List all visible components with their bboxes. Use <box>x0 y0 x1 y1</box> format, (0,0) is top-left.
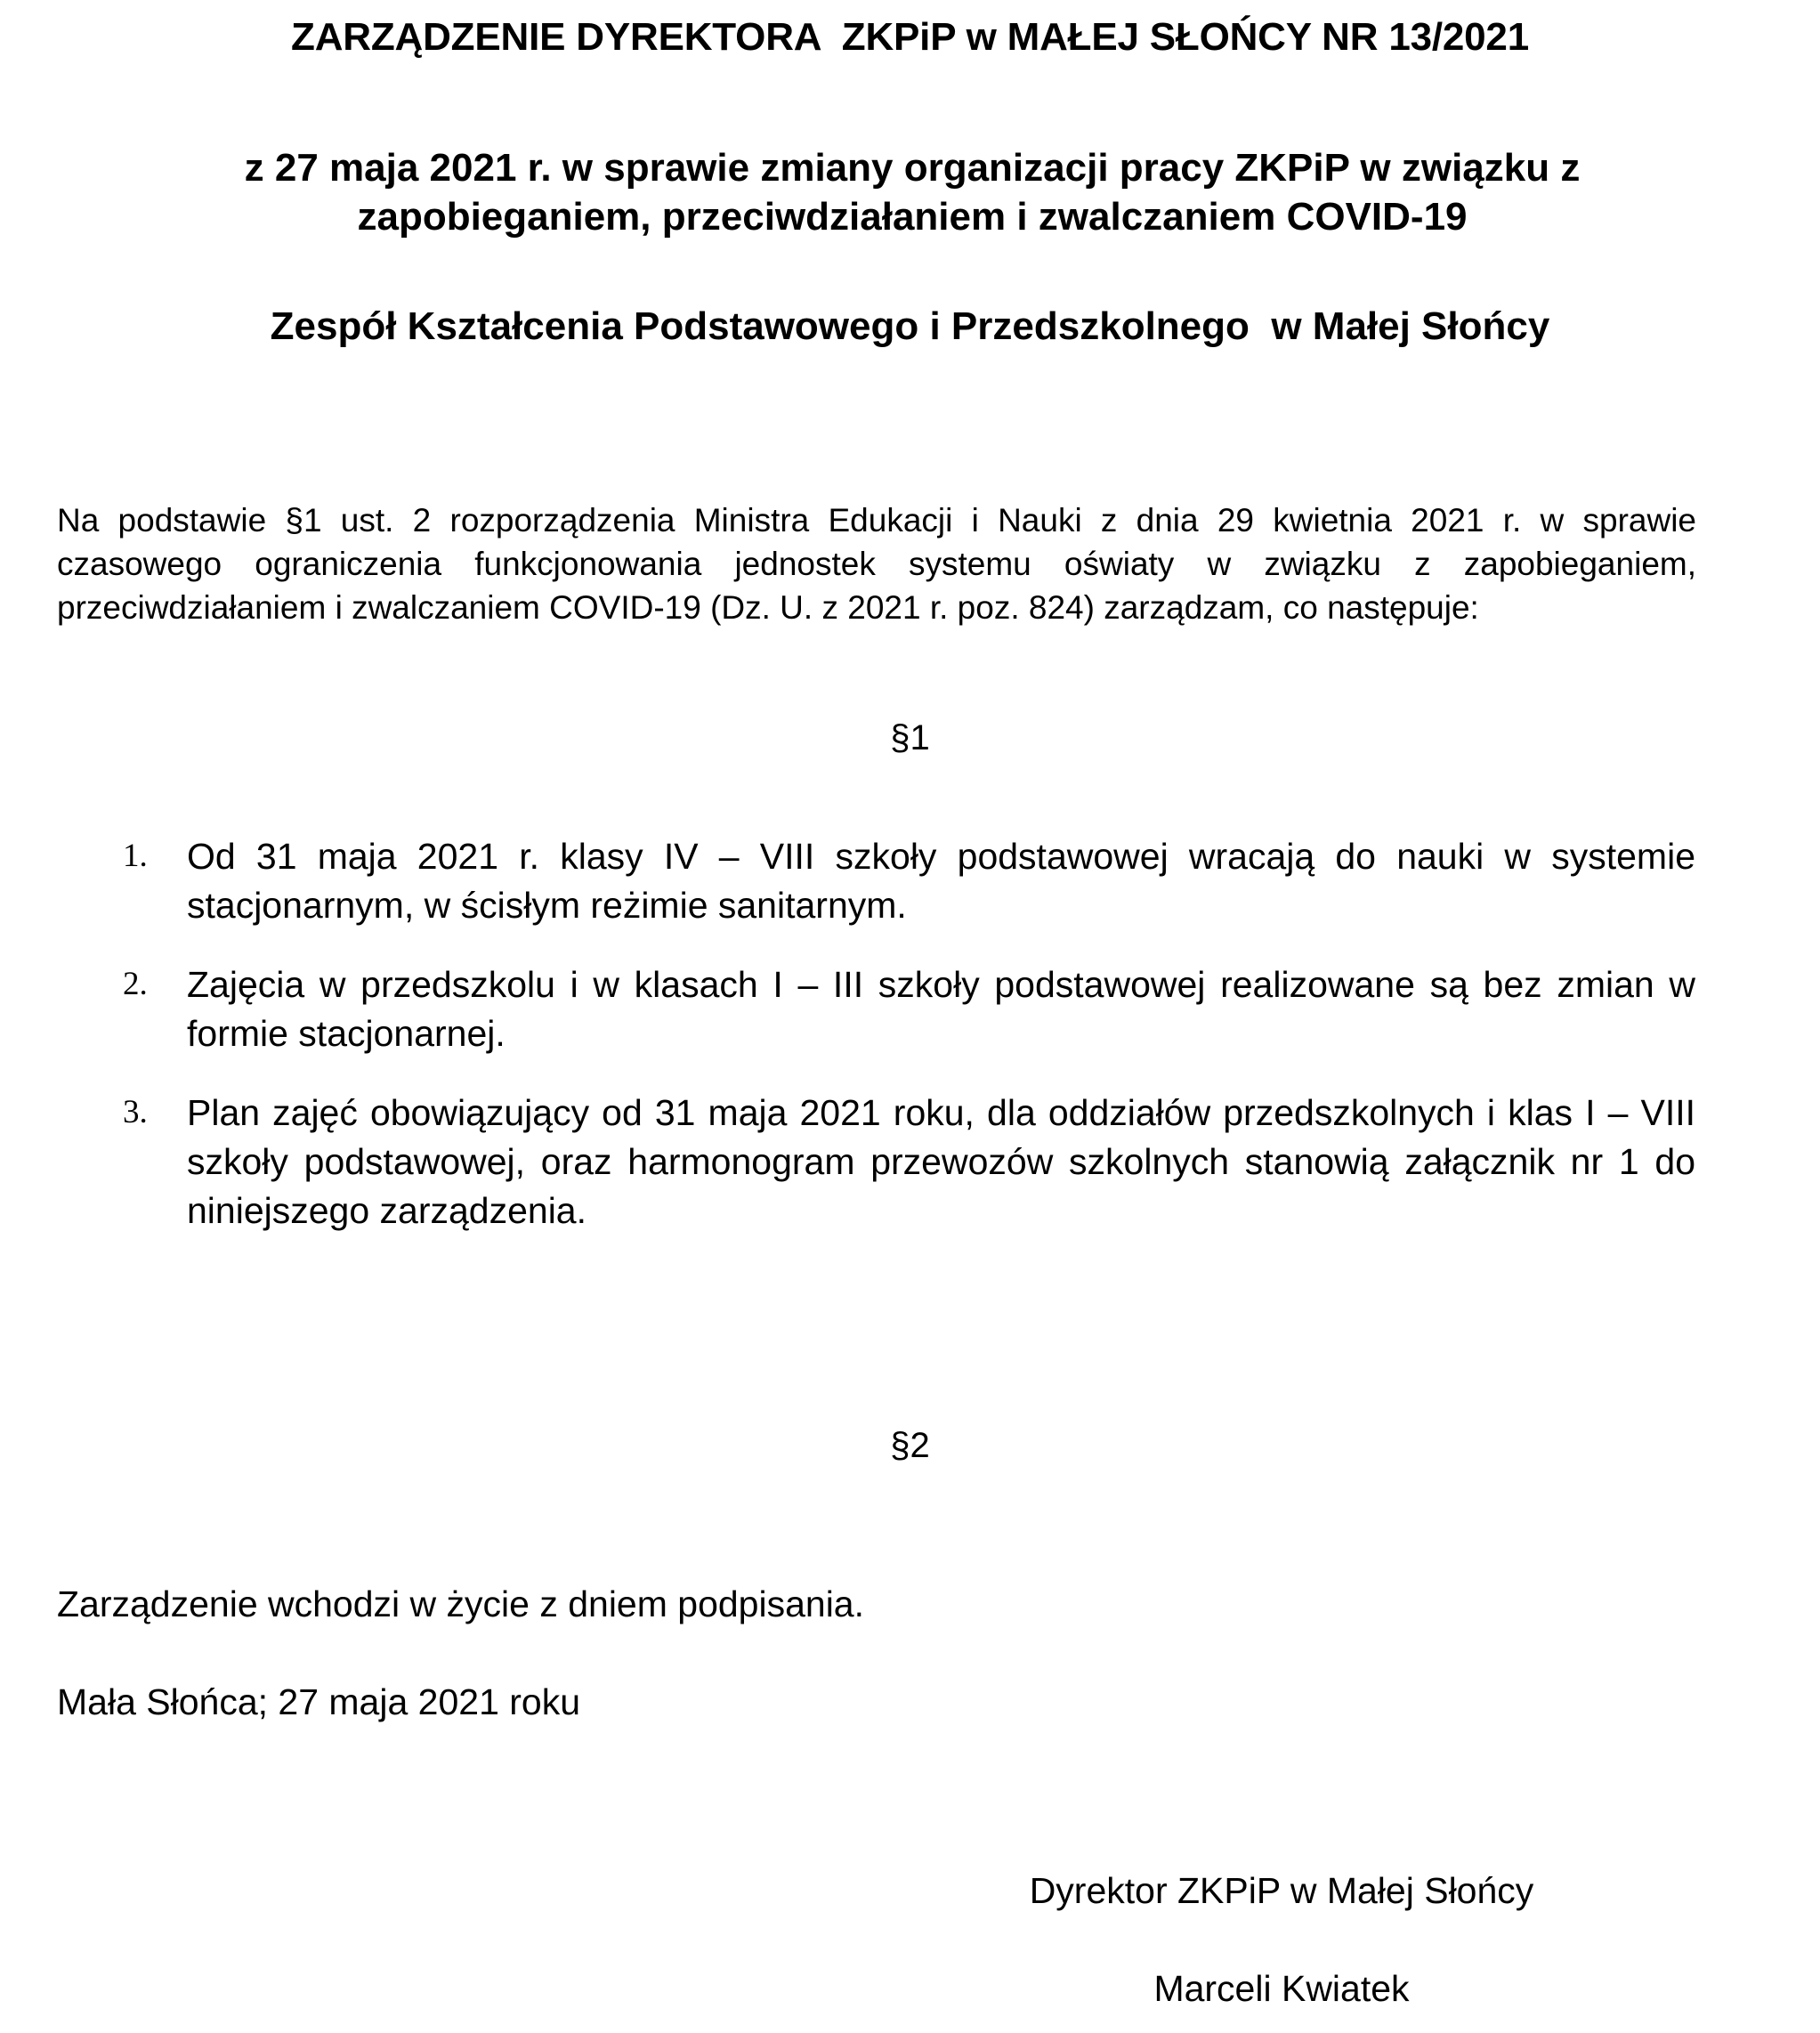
list-item <box>0 960 1820 1058</box>
list-item <box>0 1089 1820 1235</box>
clause-list <box>0 832 1820 1235</box>
place-and-date: Mała Słońca; 27 maja 2021 roku <box>57 1681 581 1722</box>
list-item-marker: 2. <box>123 965 148 1002</box>
list-item-text: Plan zajęć obowiązujący od 31 maja 2021 roku, dla oddziałów przedszkolnych i klas I – VIII szkoły podstawowej, oraz harmonogram przewozów szkolnych stanowią załącznik nr 1 do niniejszego zarządzenia. <box>187 1091 1695 1231</box>
page-title: ZARZĄDZENIE DYREKTORA ZKPiP w MAŁEJ SŁOŃCY NR 13/2021 <box>291 15 1529 59</box>
section-marker-1: §1 <box>890 718 930 757</box>
document-subtitle: z 27 maja 2021 r. w sprawie zmiany organizacji pracy ZKPiP w związku z zapobieganiem, przeciwdziałaniem i zwalczaniem COVID-19 <box>244 145 1581 239</box>
signature-name: Marceli Kwiatek <box>1153 1968 1410 2009</box>
list-item-marker: 1. <box>123 838 148 874</box>
section-marker-2: §2 <box>890 1426 930 1465</box>
effective-date-clause: Zarządzenie wchodzi w życie z dniem podpisania. <box>57 1583 865 1624</box>
list-item-text: Od 31 maja 2021 r. klasy IV – VIII szkoły podstawowej wracają do nauki w systemie stacjonarnym, w ścisłym reżimie sanitarnym. <box>187 836 1695 926</box>
signature-role: Dyrektor ZKPiP w Małej Słońcy <box>1029 1870 1534 1911</box>
list-item-marker: 3. <box>123 1093 148 1130</box>
legal-basis-paragraph: Na podstawie §1 ust. 2 rozporządzenia Ministra Edukacji i Nauki z dnia 29 kwietnia 2021 r. w sprawie czasowego ograniczenia funkcjonowania jednostek systemu oświaty w związku z zapobieganiem, przeciwdziałaniem i zwalczaniem COVID-19 (Dz. U. z 2021 r. poz. 824) zarządzam, co następuje: <box>57 502 1696 627</box>
institution-name: Zespół Kształcenia Podstawowego i Przedszkolnego w Małej Słońcy <box>270 304 1550 348</box>
list-item <box>0 832 1820 930</box>
list-item-text: Zajęcia w przedszkolu i w klasach I – III szkoły podstawowej realizowane są bez zmian w formie stacjonarnej. <box>187 963 1695 1054</box>
